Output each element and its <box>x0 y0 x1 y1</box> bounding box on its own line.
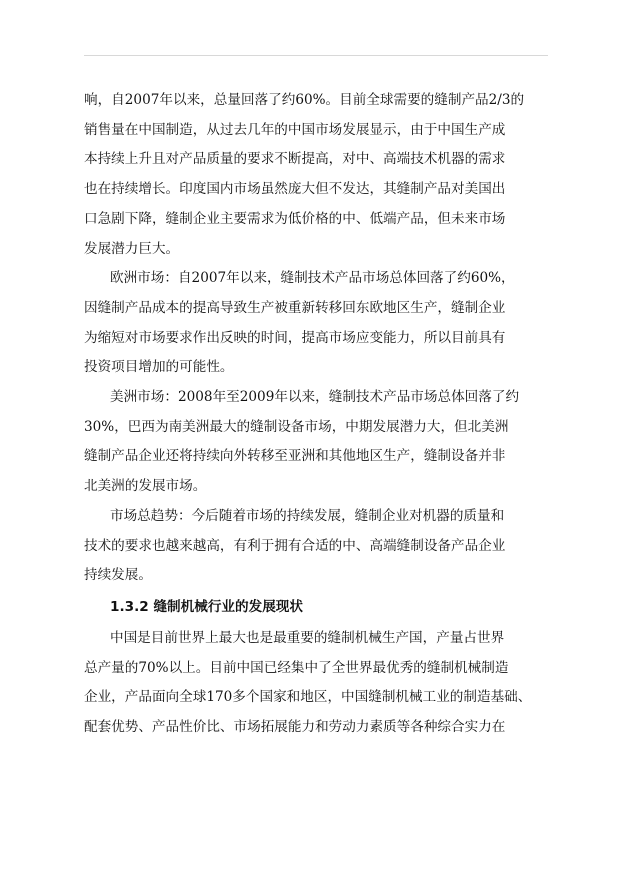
document-body <box>84 86 548 743</box>
text-line: 缝制产品企业还将持续向外转移至亚洲和其他地区生产，缝制设备并非 <box>84 448 506 465</box>
section-number: 1.3.2 <box>110 598 149 615</box>
text-line: 也在持续增长。印度国内市场虽然庞大但不发达，其缝制产品对美国出 <box>84 181 506 198</box>
text-line: 投资项目增加的可能性。 <box>84 359 234 376</box>
paragraph-asia-market <box>84 86 548 264</box>
section-title: 缝制机械行业的发展现状 <box>153 598 303 615</box>
section-heading <box>84 591 548 624</box>
text-line: 技术的要求也越来越高，有利于拥有合适的中、高端缝制设备产品企业 <box>84 537 506 554</box>
paragraph-market-trend <box>84 502 548 591</box>
text-line: 美洲市场：2008年至2009年以来，缝制技术产品市场总体回落了约 <box>110 389 520 406</box>
text-line: 响，自2007年以来，总量回落了约60%。目前全球需要的缝制产品2/3的 <box>84 92 525 108</box>
text-line: 因缝制产品成本的提高导致生产被重新转移回东欧地区生产，缝制企业 <box>84 299 506 316</box>
text-line: 本持续上升且对产品质量的要求不断提高，对中、高端技术机器的需求 <box>84 151 506 168</box>
text-line: 持续发展。 <box>84 567 152 584</box>
paragraph-europe-market <box>84 264 548 383</box>
paragraph-china-industry <box>84 624 548 743</box>
paragraph-america-market <box>84 383 548 502</box>
text-line: 中国是目前世界上最大也是最重要的缝制机械生产国，产量占世界 <box>110 629 505 646</box>
text-line: 市场总趋势：今后随着市场的持续发展，缝制企业对机器的质量和 <box>110 507 505 524</box>
text-line: 欧洲市场：自2007年以来，缝制技术产品市场总体回落了约60%， <box>110 270 515 287</box>
text-line: 30%，巴西为南美洲最大的缝制设备市场，中期发展潜力大，但北美洲 <box>84 418 509 435</box>
text-line: 企业，产品面向全球170多个国家和地区，中国缝制机械工业的制造基础、 <box>84 689 532 706</box>
text-line: 发展潜力巨大。 <box>84 240 180 257</box>
text-line: 为缩短对市场要求作出反映的时间，提高市场应变能力，所以目前具有 <box>84 329 506 346</box>
text-line: 销售量在中国制造，从过去几年的中国市场发展显示，由于中国生产成 <box>84 121 506 138</box>
header-rule <box>84 55 548 56</box>
text-line: 总产量的70%以上。目前中国已经集中了全世界最优秀的缝制机械制造 <box>84 659 509 676</box>
text-line: 配套优势、产品性价比、市场拓展能力和劳动力素质等各种综合实力在 <box>84 719 506 736</box>
text-line: 口急剧下降，缝制企业主要需求为低价格的中、低端产品，但未来市场 <box>84 210 506 227</box>
text-line: 北美洲的发展市场。 <box>84 478 207 495</box>
